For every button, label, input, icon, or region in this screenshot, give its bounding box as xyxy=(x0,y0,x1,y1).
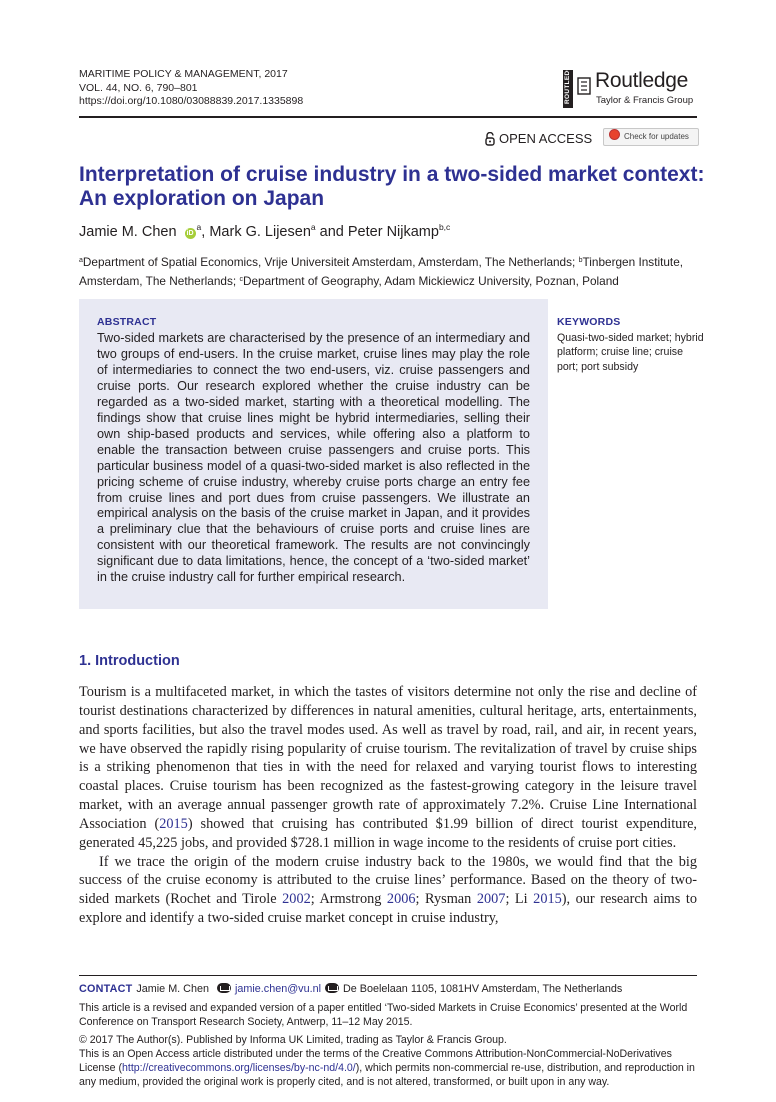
paragraph: Tourism is a multifaceted market, in which the tastes of visitors determine not only the rise and decline of tourist destinations characterized by differences in natural amenities, cultural heritage, arts, entertainments, and sports facilities, but also the travel modes used. As well as travel by road, rail, and air, in recent years, we have observed the rapidly rising popularity of cruise tourism. The revitalization of travel by cruise ships is a striking phenomenon that ties in with the need for relaxed and varying tourist flows to interesting coastal places. Cruise tourism has been recognized as the fastest-growing category in the leisure travel market, with an average annual passenger growth rate of approximately 7.2%. Cruise Line International Association (2015) showed that cruising has contributed $1.99 billion of direct tourist expenditure, generated 45,225 jobs, and provided $728.1 million in wage income to the residents of cruise port cities. xyxy=(79,684,698,851)
copyright-line: © 2017 The Author(s). Published by Informa UK Limited, trading as Taylor & Francis Group. xyxy=(79,1034,507,1046)
abstract-text: Two-sided markets are characterised by the presence of an intermediary and two groups of end-users. In the cruise market, cruise lines may play the role of intermediaries to connect the two end-users, viz. cruise passengers and cruise ports. Our research explored whether the cruise industry can be regarded as a two-sided market, starting with a theoretical modelling. The findings show that cruise lines might be hybrid intermediaries, selling their own ship-based products and services, while offering also a platform to enable the transaction between cruise passengers and cruise ports. This particular business model of a quasi-two-sided market is also reflected in the pricing scheme of cruise industry, whereby cruise ports charge an entry fee from cruise lines and port dues from cruise passengers. We illustrate an empirical analysis on the basis of the cruise market in Japan, and it provides a preliminary clue that the behaviours of cruise ports and cruise lines are consistent with our theoretical framework. The results are not convincingly significant due to data limitations, hence, the concept of a ‘two-sided market’ in the cruise industry call for further empirical research. xyxy=(97,331,530,585)
citation-link[interactable]: 2015 xyxy=(159,815,188,832)
publisher-group: Taylor & Francis Group xyxy=(596,95,694,106)
publisher-name: Routledge xyxy=(595,69,689,92)
citation-link[interactable]: 2006 xyxy=(386,891,416,908)
address-icon xyxy=(325,983,339,993)
contact-email-link[interactable]: jamie.chen@vu.nl xyxy=(235,983,321,995)
footnote-presentation: This article is a revised and expanded version of a paper entitled ‘Two-sided Markets in Cruise Economics’ presented at the World Conference on Transport Research Society, Antwerp, 11–12 May 2015. xyxy=(79,1002,688,1028)
contact-address: De Boelelaan 1105, 1081HV Amsterdam, The Netherlands xyxy=(342,983,623,995)
author-name[interactable]: Peter Nijkamp xyxy=(347,224,439,240)
article-title: Interpretation of cruise industry in a two-sided market context: An exploration on Japan xyxy=(79,163,705,210)
routledge-emblem-icon xyxy=(577,76,591,96)
open-access-label: OPEN ACCESS xyxy=(499,131,593,146)
journal-volume: VOL. 44, NO. 6, 790–801 xyxy=(79,81,198,94)
publisher-vertical-text: ROUTLEDGE xyxy=(564,60,571,104)
affiliation: Department of Spatial Economics, Vrije Universiteit Amsterdam, Amsterdam, The Netherlands; xyxy=(82,255,576,269)
publisher-vertical-bar xyxy=(563,60,573,108)
author-name[interactable]: Mark G. Lijesen xyxy=(209,224,311,240)
affiliation: Tinbergen Institute, Amsterdam, The Netherlands; xyxy=(79,255,684,288)
citation-link[interactable]: 2015 xyxy=(533,891,562,908)
contact-name: Jamie M. Chen xyxy=(136,983,209,995)
open-lock-icon xyxy=(485,132,495,146)
author-affil-sup: b,c xyxy=(438,222,451,232)
contact-line xyxy=(79,983,622,995)
journal-name: MARITIME POLICY & MANAGEMENT, 2017 xyxy=(79,68,288,80)
affiliation: Department of Geography, Adam Mickiewicz University, Poznan, Poland xyxy=(242,274,619,288)
footer-rule xyxy=(79,975,697,976)
journal-doi-link[interactable]: https://doi.org/10.1080/03088839.2017.1335898 xyxy=(79,95,304,107)
affil-sup: a xyxy=(79,257,83,264)
orcid-icon[interactable]: iD xyxy=(186,230,194,237)
check-for-updates-button[interactable] xyxy=(603,128,699,146)
abstract-heading: ABSTRACT xyxy=(97,316,157,328)
body-text xyxy=(79,683,697,928)
affiliations xyxy=(79,252,699,290)
author-affil-sup: a xyxy=(196,222,202,232)
section-heading: 1. Introduction xyxy=(79,653,180,669)
email-icon xyxy=(217,983,231,993)
author-name[interactable]: Jamie M. Chen xyxy=(79,224,177,240)
affil-sup: b xyxy=(578,257,583,264)
license-text: This is an Open Access article distributed under the terms of the Creative Commons Attribution-NonCommercial-NoDerivatives License (http://creativecommons.org/licenses/by-nc-nd/4.0/), which permits non-commercial re-use, distribution, and reproduction in any medium, provided the original work is properly cited, and is not altered, transformed, or built upon in any way. xyxy=(79,1048,695,1088)
publisher-logo xyxy=(563,60,703,110)
keywords-heading: KEYWORDS xyxy=(557,316,621,328)
affil-sup: c xyxy=(239,276,243,283)
author-separator: and xyxy=(319,224,344,240)
journal-header xyxy=(79,68,303,109)
citation-link[interactable]: 2007 xyxy=(476,891,506,908)
open-access-badge[interactable] xyxy=(485,131,592,146)
crossmark-icon xyxy=(609,129,620,140)
keywords-text: Quasi-two-sided market; hybrid platform; cruise line; cruise port; port subsidy xyxy=(557,332,704,373)
paragraph: If we trace the origin of the modern cruise industry back to the 1980s, we would find that the big success of the cruise economy is attributed to the cruise lines’ performance. Based on the theory of two-sided markets (Rochet and Tirole 2002; Armstrong 2006; Rysman 2007; Li 2015), our research aims to explore and identify a two-sided cruise market concept in cruise industry, xyxy=(79,853,697,927)
check-for-updates-label: Check for updates xyxy=(624,132,689,141)
license-link[interactable]: http://creativecommons.org/licenses/by-nc-nd/4.0/ xyxy=(122,1062,356,1074)
author-separator: , xyxy=(201,224,206,240)
author-list xyxy=(79,222,450,240)
author-affil-sup: a xyxy=(310,222,316,232)
citation-link[interactable]: 2002 xyxy=(282,891,311,908)
contact-label: CONTACT xyxy=(79,983,133,995)
header-rule xyxy=(79,116,697,118)
